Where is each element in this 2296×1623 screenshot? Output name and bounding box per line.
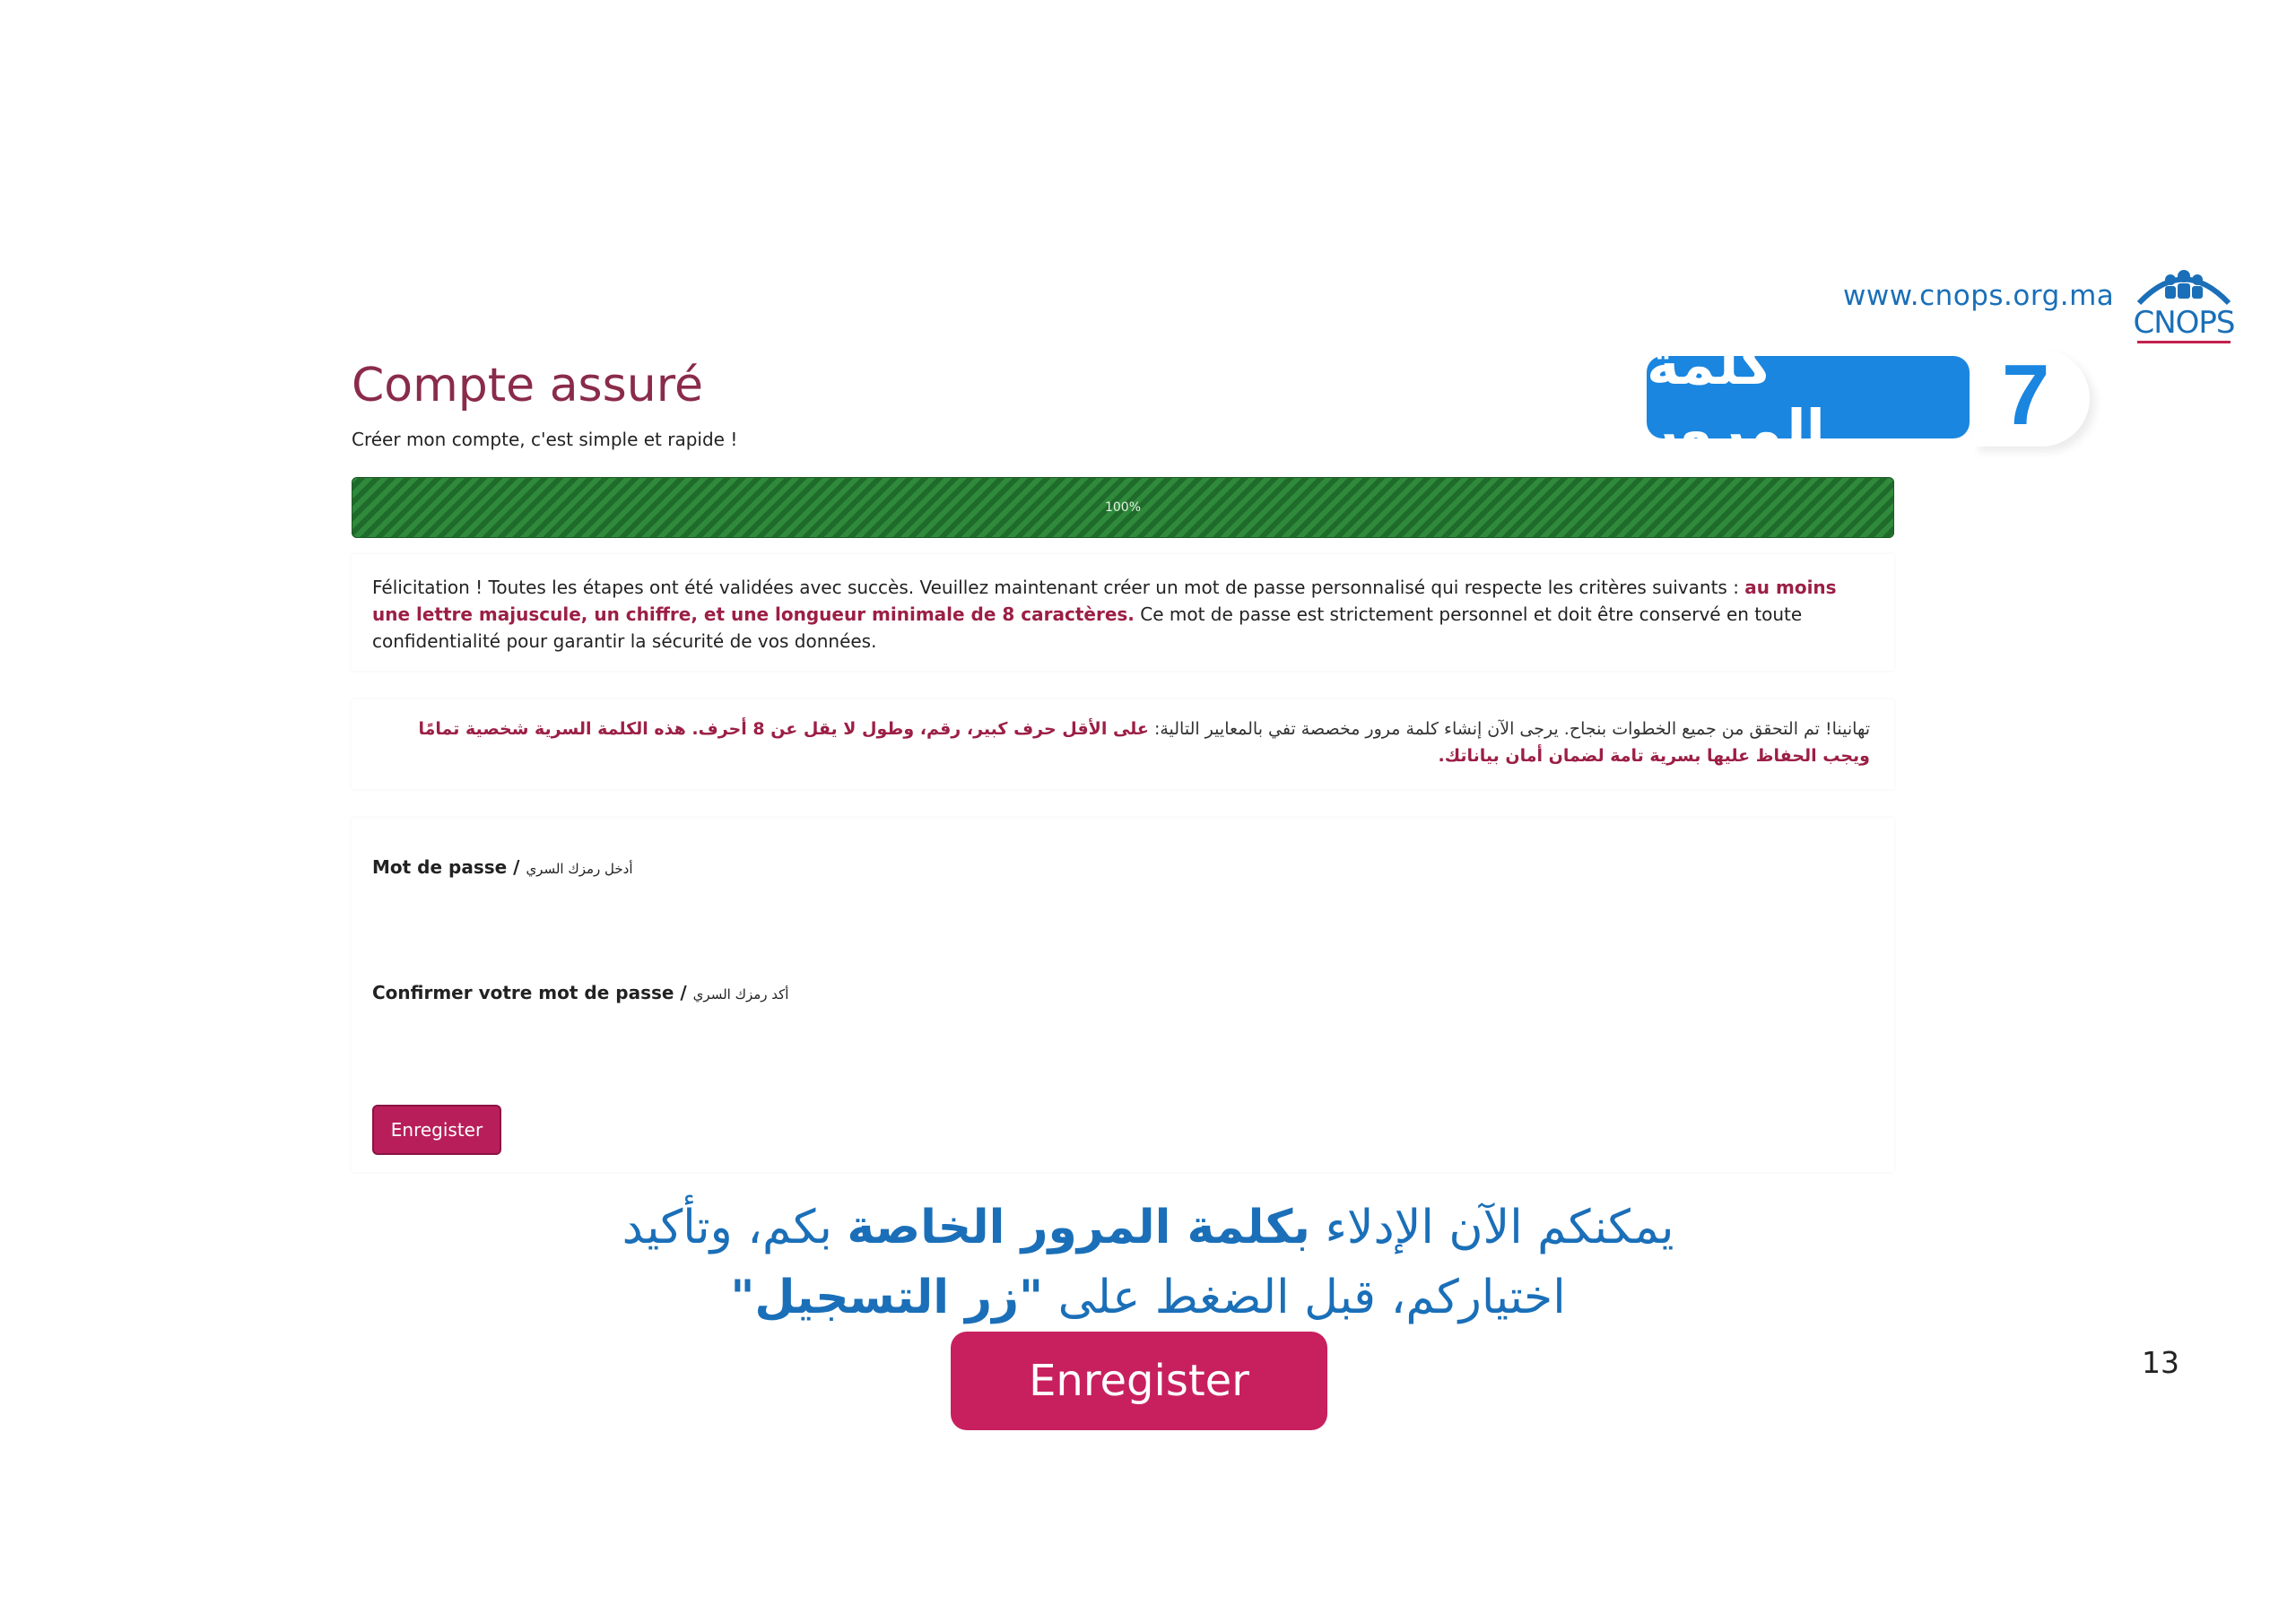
message-fr-text-end: Ce mot de passe est strictement personnel et doit être conservé en toute confidentialité pour garantir la sécurité de vos données. (372, 603, 1803, 652)
caption-line-1-start: يمكنكم الآن الإدلاء (1309, 1201, 1674, 1254)
message-ar (372, 716, 1870, 769)
progress-bar (352, 477, 1894, 538)
progress-label: 100% (1104, 500, 1142, 515)
message-fr-criteria: au moins une lettre majuscule, un chiffre, et une longueur minimale de 8 caractères. (372, 577, 1837, 625)
message-ar-text: تهانينا! تم التحقق من جميع الخطوات بنجاح. يرجى الآن إنشاء كلمة مرور مخصصة تفي بالمعايير التالية: (1148, 719, 1870, 739)
family-icon (2130, 260, 2238, 309)
website-url: www.cnops.org.ma (1843, 280, 2115, 312)
password-label-fr: Mot de passe / (372, 856, 526, 878)
password-label-ar: أدخل رمزك السري (526, 861, 633, 877)
page-subtitle: Créer mon compte, c'est simple et rapide ! (352, 429, 738, 450)
message-fr (372, 574, 1879, 655)
page-title: Compte assuré (352, 359, 703, 412)
logo-text: CNOPS (2133, 305, 2235, 341)
page-number: 13 (2142, 1345, 2179, 1380)
confirm-label-ar: أكد رمزك السري (692, 986, 789, 1002)
caption-line-1-end: بكم، وتأكيد (622, 1201, 848, 1254)
logo-underline (2137, 341, 2231, 343)
submit-button[interactable]: Enregister (372, 1105, 501, 1155)
password-label (372, 856, 633, 878)
caption-line-1-bold: بكلمة المرور الخاصة (847, 1201, 1310, 1254)
instruction-caption (538, 1193, 1758, 1332)
caption-line-1 (538, 1193, 1758, 1263)
confirm-password-label (372, 982, 788, 1003)
message-ar-criteria: على الأقل حرف كبير، رقم، وطول لا يقل عن 8 أحرف. هذه الكلمة السرية شخصية تمامًا ويجب الحفاظ عليها بسرية تامة لضمان أمان بياناتك. (418, 719, 1870, 766)
confirm-label-fr: Confirmer votre mot de passe / (372, 982, 693, 1003)
step-title: كلمة المرور (1647, 356, 1970, 438)
caption-line-2-start: اختياركم، قبل الضغط على (1043, 1271, 1566, 1324)
step-number: 7 (2002, 347, 2050, 443)
caption-line-2-bold: "زر التسجيل" (730, 1271, 1044, 1324)
message-fr-text: Félicitation ! Toutes les étapes ont été validées avec succès. Veuillez maintenant créer un mot de passe personnalisé qui respecte les critères suivants : (372, 577, 1745, 598)
caption-line-2 (538, 1263, 1758, 1332)
enregister-button-illustration[interactable]: Enregister (951, 1332, 1327, 1430)
cnops-logo (2130, 260, 2238, 341)
